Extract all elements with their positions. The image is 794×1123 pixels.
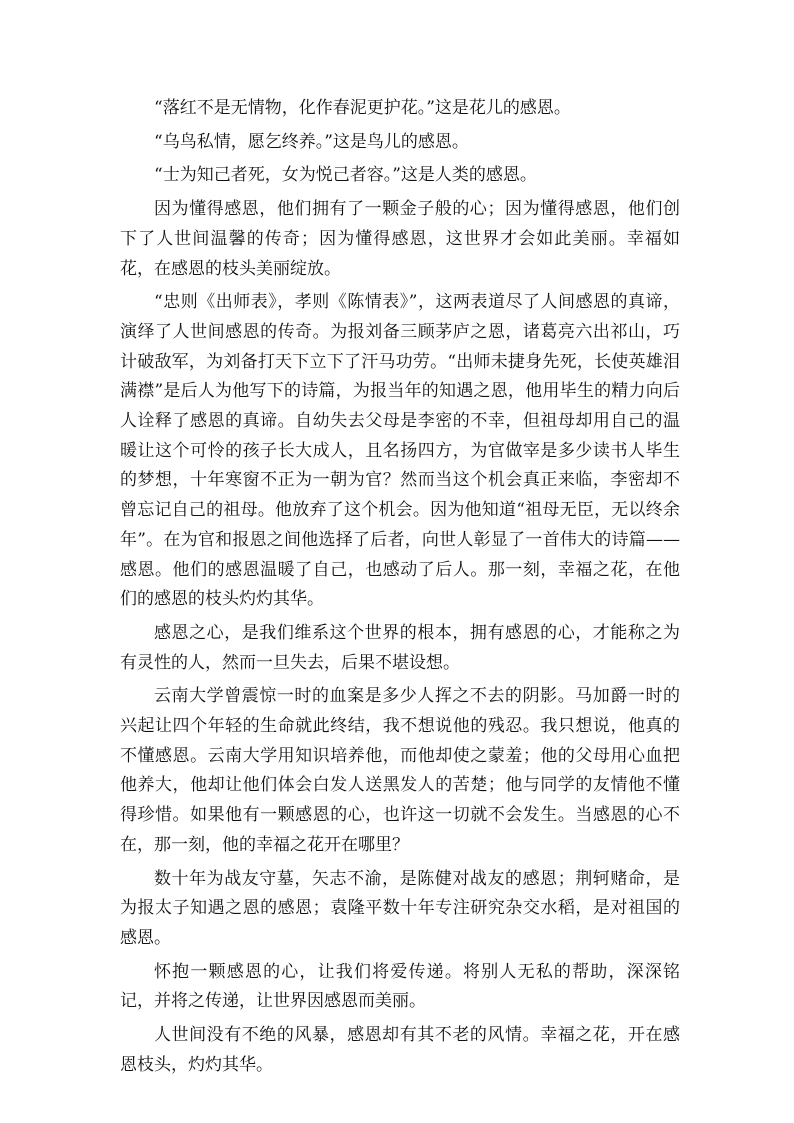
paragraph-2: “乌鸟私情，愿乞终养。”这是鸟儿的感恩。 — [154, 131, 469, 152]
paragraph-5: “忠则《出师表》，孝则《陈情表》”，这两表道尽了人间感恩的真谛，演绎了人世间感恩的传奇。为报刘备三顾茅庐之恩，诸葛亮六出祁山，巧计破敌军，为刘备打天下立下了汗马功劳。“出师未捷身先死，长使英雄泪满襟”是后人为他写下的诗篇，为报当年的知遇之恩，他用毕生的精力向后人诠释了感恩的真谛。自幼失去父母是李密的不幸，但祖母却用自己的温暖让这个可怜的孩子长大成人，且名扬四方，为官做宰是多少读书人毕生的梦想，十年寒窗不正为一朝为官？然而当这个机会真正来临，李密却不曾忘记自己的祖母。他放弃了这个机会。因为他知道“祖母无臣，无以终余年”。在为官和报恩之间他选择了后者，向世人彰显了一首伟大的诗篇——感恩。他们的感恩温暖了自己，也感动了后人。那一刻，幸福之花，在他们的感恩的枝头灼灼其华。 — [120, 292, 680, 610]
paragraph-7: 云南大学曾震惊一时的血案是多少人挥之不去的阴影。马加爵一时的兴起让四个年轻的生命就此终结，我不想说他的残忍。我只想说，他真的不懂感恩。云南大学用知识培养他，而他却使之蒙羞；他的父母用心血把他养大，他却让他们体会白发人送黑发人的苦楚；他与同学的友情他不懂得珍惜。如果他有一颗感恩的心，也许这一切就不会发生。当感恩的心不在，那一刻，他的幸福之花开在哪里？ — [120, 686, 680, 855]
paragraph-1: “落红不是无情物，化作春泥更护花。”这是花儿的感恩。 — [154, 98, 571, 118]
paragraph-3: “士为知己者死，女为悦己者容。”这是人类的感恩。 — [154, 165, 537, 186]
paragraph-4: 因为懂得感恩，他们拥有了一颗金子般的心；因为懂得感恩，他们创下了人世间温馨的传奇；因为懂得感恩，这世界才会如此美丽。幸福如花，在感恩的枝头美丽绽放。 — [120, 199, 680, 279]
paragraph-6: 感恩之心，是我们维系这个世界的根本，拥有感恩的心，才能称之为有灵性的人，然而一旦失去，后果不堪设想。 — [120, 622, 680, 673]
paragraph-10: 人世间没有不绝的风暴，感恩却有其不老的风情。幸福之花，开在感恩枝头，灼灼其华。 — [120, 1025, 680, 1075]
document-body — [120, 94, 680, 1085]
paragraph-8: 数十年为战友守墓，矢志不渝，是陈健对战友的感恩；荆轲赌命，是为报太子知遇之恩的感恩；袁隆平数十年专注研究杂交水稻，是对祖国的感恩。 — [120, 868, 680, 948]
paragraph-9: 怀抱一颗感恩的心，让我们将爱传递。将别人无私的帮助，深深铭记，并将之传递，让世界因感恩而美丽。 — [120, 961, 680, 1012]
